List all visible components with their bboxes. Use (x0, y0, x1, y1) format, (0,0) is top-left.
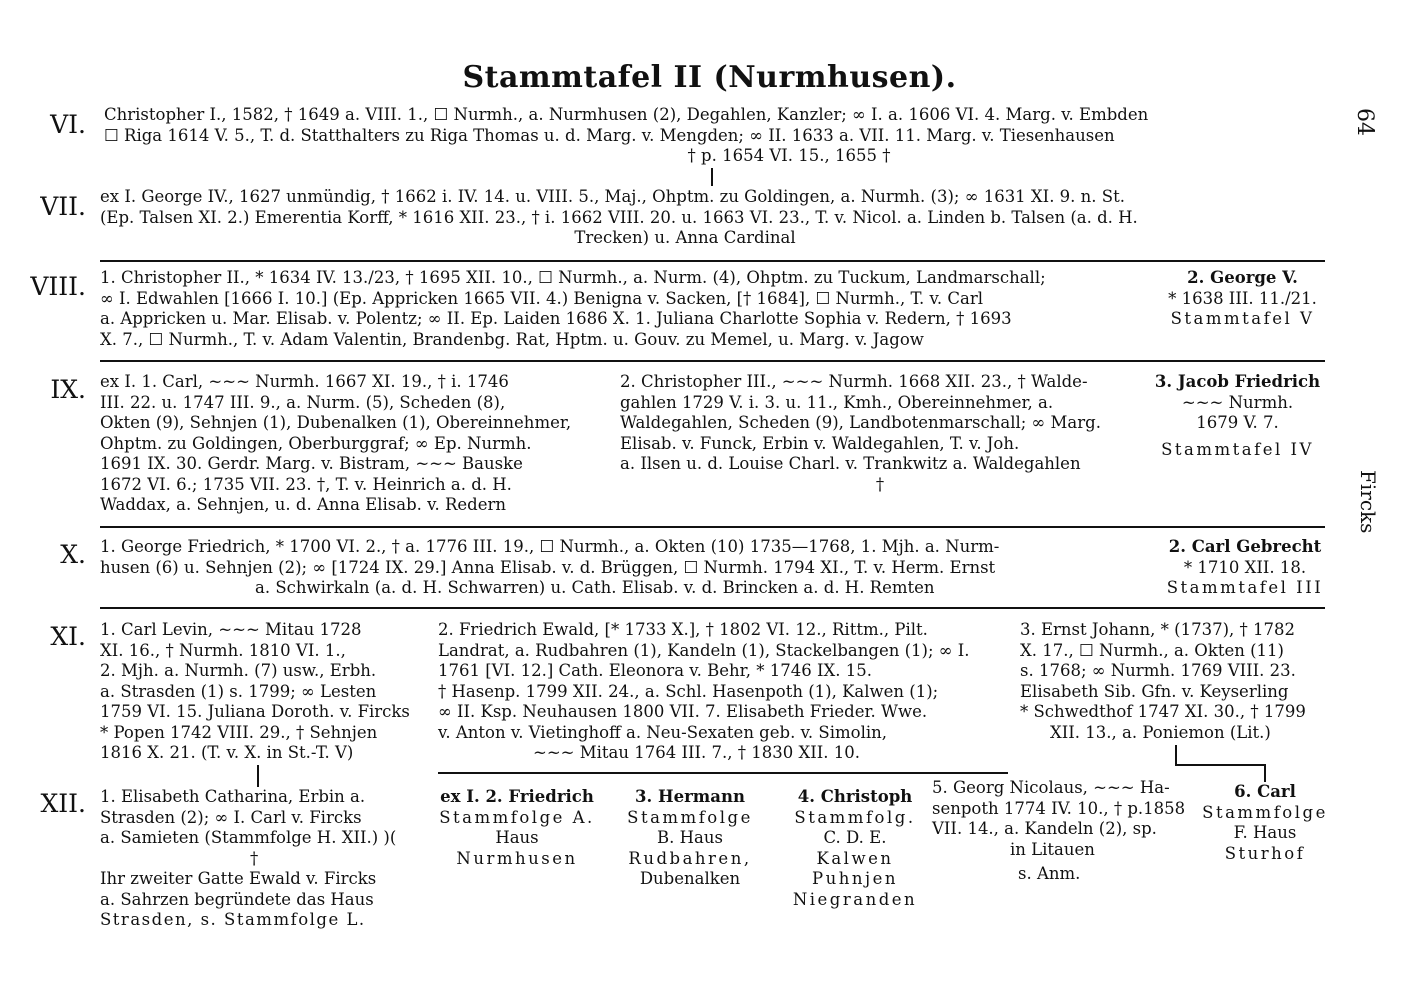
gen-xii-col-4-line: Puhnjen (812, 869, 898, 888)
gen-xii-col-3-line: Stammfolge (627, 807, 753, 827)
numeral-xi: XI. (50, 622, 86, 651)
gen-vi-line-1: Christopher I., 1582, † 1649 a. VIII. 1., ☐ Nurmh., a. Nurmhusen (2), Degahlen, Kanzler; ∞ I. a. 1606 VI. 4. Marg. v. Embden (104, 105, 1149, 124)
gen-xii-col-5-line: s. Anm. (1018, 864, 1081, 883)
numeral-vii: VII. (40, 192, 86, 221)
gen-x-side-birth: * 1710 XII. 18. (1183, 557, 1307, 577)
gen-vi-line-2: ☐ Riga 1614 V. 5., T. d. Statthalters zu Riga Thomas u. d. Marg. v. Mengden; ∞ II. 1633 a. VII. 11. Marg. v. Tiesenhausen (104, 125, 1115, 145)
gen-viii-main-line-3: a. Appricken u. Mar. Elisab. v. Polentz; ∞ II. Ep. Laiden 1686 X. 1. Juliana Charlotte Sophia v. Redern, † 1693 (100, 309, 1012, 328)
gen-viii-main-line-1: 1. Christopher II., * 1634 IV. 13./23, † 1695 XII. 10., ☐ Nurmh., a. Nurm. (4), Ohptm. zu Tuckum, Landmarschall; (100, 268, 1046, 287)
gen-vi-entry (104, 105, 1334, 167)
rule-xii-right (1175, 764, 1265, 766)
gen-xi-col-3-line: XII. 13., a. Poniemon (Lit.) (1050, 722, 1271, 742)
gen-x-main-line-2: husen (6) u. Sehnjen (2); ∞ [1724 IX. 29.] Anna Elisab. v. d. Brüggen, ☐ Nurmh. 1794 XI., T. v. Herm. Ernst (100, 557, 996, 577)
gen-xi-col-1-line: 1759 VI. 15. Juliana Doroth. v. Fircks (100, 702, 410, 721)
gen-xii-col-4-line: Kalwen (816, 848, 894, 868)
numeral-xii: XII. (40, 789, 86, 818)
gen-viii-side-name: 2. George V. (1187, 268, 1298, 287)
gen-viii-main-line-4: X. 7., ☐ Nurmh., T. v. Adam Valentin, Brandenbg. Rat, Hptm. u. Gouv. zu Memel, u. Marg. v. Jagow (100, 329, 924, 349)
numeral-ix: IX. (50, 375, 86, 404)
gen-xii-col-6 (1190, 782, 1340, 864)
connector-xi-xii-right (1175, 745, 1177, 765)
gen-xii-col-4-line: Stammfolg. (794, 807, 916, 827)
page-number: 64 (1352, 108, 1377, 136)
gen-x-side (1160, 537, 1330, 599)
gen-x-main-line-3: a. Schwirkaln (a. d. H. Schwarren) u. Cath. Elisab. v. d. Brincken a. d. H. Remten (255, 578, 935, 597)
numeral-viii: VIII. (30, 272, 86, 301)
gen-xi-col-3-line: * Schwedthof 1747 XI. 30., † 1799 (1020, 702, 1306, 721)
gen-xii-col-4 (770, 787, 940, 910)
gen-xii-col-5-line: senpoth 1774 IV. 10., † p.1858 (932, 798, 1186, 818)
numeral-x: X. (60, 540, 86, 569)
gen-xii-col-5 (932, 778, 1186, 885)
gen-x-side-ref: Stammtafel III (1166, 578, 1324, 597)
gen-xii-col-3-line: Rudbahren, (628, 848, 752, 868)
gen-vi-line-3: † p. 1654 VI. 15., 1655 † (687, 146, 891, 165)
gen-ix-col-3 (1145, 372, 1330, 460)
gen-xi-col-2-line: ∞ II. Ksp. Neuhausen 1800 VII. 7. Elisabeth Frieder. Wwe. (438, 702, 928, 721)
connector-xi-xii-left (257, 765, 259, 787)
gen-xii-col-6-name: 6. Carl (1234, 782, 1296, 801)
gen-ix-col-3-line: 1679 V. 7. (1196, 413, 1279, 432)
gen-xii-col-2-line: Nurmhusen (456, 848, 578, 868)
gen-ix-col-1-line: III. 22. u. 1747 III. 9., a. Nurm. (5), Scheden (8), (100, 392, 506, 412)
gen-ix-col-2-cross: † (875, 474, 885, 494)
gen-xii-col-1-cross: † (250, 848, 259, 868)
gen-ix-col-1-line: ex I. 1. Carl, ~~~ Nurmh. 1667 XI. 19., † i. 1746 (100, 372, 509, 391)
gen-ix-col-2-line: Waldegahlen, Scheden (9), Landbotenmarschall; ∞ Marg. (620, 413, 1101, 432)
gen-xii-col-4-line: C. D. E. (823, 828, 887, 847)
side-label: Fircks (1356, 470, 1380, 534)
gen-x-main-line-1: 1. George Friedrich, * 1700 VI. 2., † a. 1776 III. 19., ☐ Nurmh., a. Okten (10) 1735—1768, 1. Mjh. a. Nurm- (100, 537, 1000, 556)
gen-ix-col-2-line: 2. Christopher III., ~~~ Nurmh. 1668 XII. 23., † Walde- (620, 372, 1088, 391)
rule-x (100, 526, 1325, 528)
rule-xi (100, 607, 1325, 609)
gen-vii-line-3: Trecken) u. Anna Cardinal (574, 228, 796, 247)
gen-xi-col-2-line: 2. Friedrich Ewald, [* 1733 X.], † 1802 VI. 12., Rittm., Pilt. (438, 620, 928, 639)
gen-viii-side-ref: Stammtafel V (1170, 309, 1315, 328)
gen-xi-col-2-line: 1761 [VI. 12.] Cath. Eleonora v. Behr, * 1746 IX. 15. (438, 661, 872, 680)
gen-xii-col-3-line: B. Haus (657, 828, 723, 847)
gen-xi-col-2 (438, 620, 1008, 764)
gen-ix-col-1-line: 1691 IX. 30. Gerdr. Marg. v. Bistram, ~~~ Bauske (100, 454, 523, 473)
gen-viii-side-birth: * 1638 III. 11./21. (1168, 288, 1317, 308)
gen-xi-col-3-line: 3. Ernst Johann, * (1737), † 1782 (1020, 620, 1295, 639)
gen-xi-col-3 (1020, 620, 1330, 743)
gen-ix-col-1-line: Ohptm. zu Goldingen, Oberburggraf; ∞ Ep. Nurmh. (100, 433, 532, 453)
rule-ix (100, 360, 1325, 362)
page-title: Stammtafel II (Nurmhusen). (462, 60, 957, 95)
gen-viii-side (1160, 268, 1325, 330)
gen-xi-col-1-line: 1816 X. 21. (T. v. X. in St.-T. V) (100, 743, 354, 762)
gen-xii-col-1-line: a. Samieten (Stammfolge H. XII.) )( (100, 828, 397, 847)
gen-xi-col-2-line: † Hasenp. 1799 XII. 24., a. Schl. Hasenpoth (1), Kalwen (1); (438, 681, 939, 701)
gen-x-main (100, 537, 1150, 599)
gen-ix-col-2-line: gahlen 1729 V. i. 3. u. 11., Kmh., Obereinnehmer, a. (620, 392, 1054, 412)
gen-xii-col-5-line: in Litauen (1010, 839, 1095, 859)
numeral-vi: VI. (50, 110, 86, 139)
gen-xi-col-3-line: X. 17., ☐ Nurmh., a. Okten (11) (1020, 640, 1284, 660)
gen-xii-col-1 (100, 787, 430, 931)
gen-xii-col-4-name: 4. Christoph (797, 787, 913, 806)
gen-xii-col-5-name: 5. Georg Nicolaus, ~~~ Ha- (932, 778, 1170, 797)
connector-xii-right-drop (1264, 764, 1266, 782)
gen-xii-col-1-line: 1. Elisabeth Catharina, Erbin a. (100, 787, 366, 806)
rule-xii-middle (438, 772, 1008, 774)
gen-ix-col-1-line: Okten (9), Sehnjen (1), Dubenalken (1), Obereinnehmer, (100, 413, 572, 432)
gen-xii-col-3-line: Dubenalken (639, 869, 741, 888)
gen-xii-col-6-line: Stammfolge (1202, 802, 1328, 822)
gen-xii-col-1-line: Strasden, s. Stammfolge L. (100, 910, 366, 929)
gen-xii-col-1-line: Strasden (2); ∞ I. Carl v. Fircks (100, 807, 362, 827)
gen-xii-col-6-line: F. Haus (1233, 823, 1297, 842)
gen-ix-col-3-line: ~~~ Nurmh. (1181, 392, 1294, 412)
gen-ix-col-3-ref: Stammtafel IV (1161, 439, 1314, 459)
gen-xi-col-1-line: * Popen 1742 VIII. 29., † Sehnjen (100, 722, 378, 742)
gen-viii-main (100, 268, 1150, 350)
gen-xi-col-1 (100, 620, 430, 764)
gen-ix-col-1 (100, 372, 600, 516)
gen-xii-col-2-line: Haus (495, 828, 539, 847)
gen-vii-line-1: ex I. George IV., 1627 unmündig, † 1662 i. IV. 14. u. VIII. 5., Maj., Ohptm. zu Goldingen, a. Nurmh. (3); ∞ 1631 XI. 9. n. St. (100, 187, 1125, 206)
gen-xii-col-3 (605, 787, 775, 890)
gen-xii-col-2-line: Stammfolge A. (439, 807, 595, 827)
gen-xi-col-2-line: v. Anton v. Vietinghoff a. Neu-Sexaten geb. v. Simolin, (438, 722, 888, 742)
gen-xii-col-1-line: a. Sahrzen begründete das Haus (100, 889, 374, 909)
gen-vii-line-2: (Ep. Talsen XI. 2.) Emerentia Korff, * 1616 XII. 23., † i. 1662 VIII. 20. u. 1663 VI. 23., T. v. Nicol. a. Linden b. Talsen (a. d. H. (100, 207, 1138, 227)
gen-xii-col-5-line: VII. 14., a. Kandeln (2), sp. (932, 819, 1157, 838)
gen-ix-col-2-line: Elisab. v. Funck, Erbin v. Waldegahlen, T. v. Joh. (620, 433, 1020, 453)
gen-xii-col-2-name: ex I. 2. Friedrich (440, 787, 594, 806)
gen-xii-col-1-line: Ihr zweiter Gatte Ewald v. Fircks (100, 869, 377, 888)
gen-xi-col-1-line: 2. Mjh. a. Nurmh. (7) usw., Erbh. (100, 661, 377, 680)
gen-xi-col-3-line: s. 1768; ∞ Nurmh. 1769 VIII. 23. (1020, 661, 1296, 680)
connector-vi-vii (711, 168, 713, 186)
gen-x-side-name: 2. Carl Gebrecht (1168, 537, 1322, 556)
gen-ix-col-1-line: 1672 VI. 6.; 1735 VII. 23. †, T. v. Heinrich a. d. H. (100, 474, 512, 494)
gen-ix-col-2-line: a. Ilsen u. d. Louise Charl. v. Trankwitz a. Waldegahlen (620, 454, 1081, 473)
gen-xii-col-3-name: 3. Hermann (635, 787, 745, 806)
gen-xi-col-1-line: XI. 16., † Nurmh. 1810 VI. 1., (100, 640, 346, 660)
gen-xii-col-6-line: Sturhof (1224, 843, 1306, 863)
gen-xi-col-2-line: ~~~ Mitau 1764 III. 7., † 1830 XII. 10. (533, 743, 860, 762)
gen-xii-col-2 (432, 787, 602, 869)
gen-xi-col-1-line: a. Strasden (1) s. 1799; ∞ Lesten (100, 681, 377, 701)
gen-viii-main-line-2: ∞ I. Edwahlen [1666 I. 10.] (Ep. Appricken 1665 VII. 4.) Benigna v. Sacken, [† 1684], ☐ Nurmh., T. v. Carl (100, 288, 983, 308)
gen-ix-col-2 (620, 372, 1140, 495)
gen-xi-col-2-line: Landrat, a. Rudbahren (1), Kandeln (1), Stackelbangen (1); ∞ I. (438, 640, 970, 660)
rule-viii (100, 260, 1325, 262)
gen-ix-col-1-line: Waddax, a. Sehnjen, u. d. Anna Elisab. v. Redern (100, 495, 507, 514)
gen-xi-col-3-line: Elisabeth Sib. Gfn. v. Keyserling (1020, 681, 1289, 701)
gen-xii-col-4-line: Niegranden (792, 889, 918, 909)
gen-ix-col-3-name: 3. Jacob Friedrich (1154, 372, 1321, 391)
gen-vii-entry (100, 187, 1330, 249)
gen-xi-col-1-line: 1. Carl Levin, ~~~ Mitau 1728 (100, 620, 362, 639)
